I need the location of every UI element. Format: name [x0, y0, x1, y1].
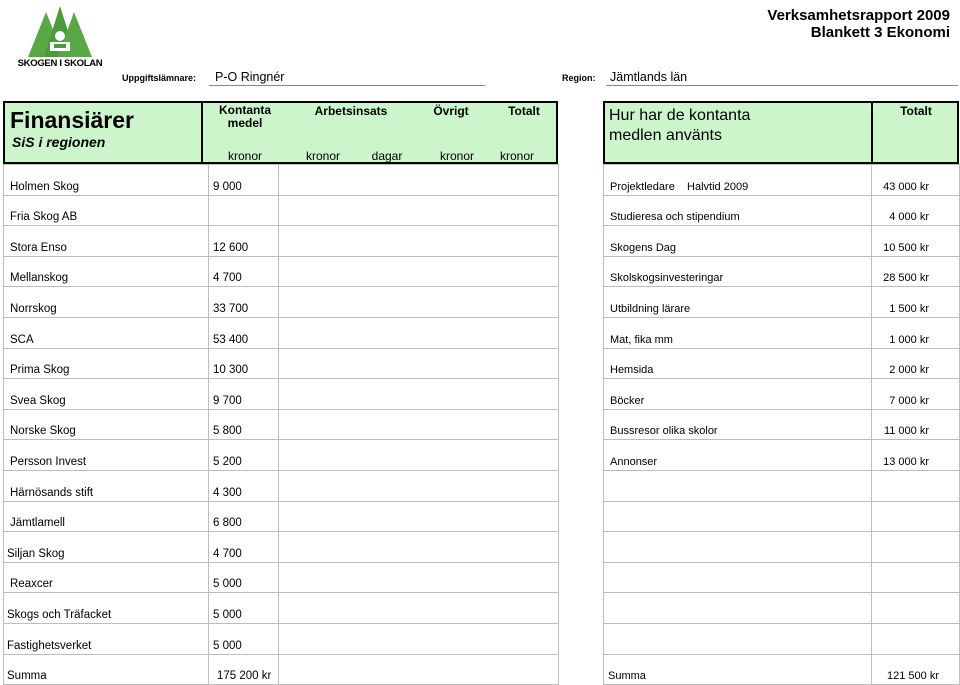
table-row	[4, 562, 559, 593]
financier-amount[interactable]	[209, 195, 279, 226]
financier-name: Fria Skog AB	[4, 195, 209, 226]
table-row	[604, 317, 960, 348]
usage-total[interactable]	[872, 501, 960, 532]
reporter-value: P-O Ringnér	[215, 70, 285, 84]
financier-name: SCA	[4, 317, 209, 348]
table-row	[4, 287, 559, 318]
report-title: Verksamhetsrapport 2009	[767, 7, 950, 24]
usage-total[interactable]: 43 000 kr	[872, 165, 960, 196]
region-field[interactable]	[606, 68, 958, 86]
table-row	[604, 256, 960, 287]
financier-amount[interactable]: 6 800	[209, 501, 279, 532]
table-row	[604, 409, 960, 440]
financier-amount[interactable]: 5 000	[209, 562, 279, 593]
usage-total[interactable]: 1 500 kr	[872, 287, 960, 318]
usage-item[interactable]	[604, 623, 872, 654]
usage-total[interactable]: 10 500 kr	[872, 226, 960, 257]
table-row	[4, 256, 559, 287]
usage-total[interactable]: 13 000 kr	[872, 440, 960, 471]
unit-dagar: dagar	[371, 149, 403, 163]
usage-item[interactable]: Hemsida	[604, 348, 872, 379]
financier-name: Stora Enso	[4, 226, 209, 257]
usage-total[interactable]: 1 000 kr	[872, 317, 960, 348]
usage-total[interactable]: 4 000 kr	[872, 195, 960, 226]
table-row	[604, 348, 960, 379]
report-subtitle: Blankett 3 Ekonomi	[810, 24, 950, 41]
table-row	[4, 623, 559, 654]
usage-total[interactable]	[872, 593, 960, 624]
usage-item[interactable]	[604, 593, 872, 624]
financier-amount[interactable]: 5 000	[209, 593, 279, 624]
usage-total[interactable]: 7 000 kr	[872, 379, 960, 410]
table-row	[4, 532, 559, 563]
usage-total[interactable]: 11 000 kr	[872, 409, 960, 440]
financier-amount[interactable]: 5 200	[209, 440, 279, 471]
table-row	[4, 470, 559, 501]
table-row	[604, 470, 960, 501]
financier-name: Norrskog	[4, 287, 209, 318]
table-row	[604, 593, 960, 624]
financier-amount[interactable]: 4 700	[209, 532, 279, 563]
financier-name: Skogs och Träfacket	[4, 593, 209, 624]
col-kontanta: Kontanta medel	[219, 103, 271, 130]
table-row	[4, 317, 559, 348]
usage-item[interactable]	[604, 470, 872, 501]
table-row	[4, 440, 559, 471]
financier-amount[interactable]: 12 600	[209, 226, 279, 257]
usage-item[interactable]	[604, 562, 872, 593]
financier-name: Jämtlamell	[4, 501, 209, 532]
table-row	[4, 195, 559, 226]
usage-item[interactable]: Studieresa och stipendium	[604, 195, 872, 226]
reporter-label: Uppgiftslämnare:	[122, 73, 197, 83]
sum-value: 175 200 kr	[209, 654, 279, 685]
table-row	[604, 501, 960, 532]
table-row	[4, 501, 559, 532]
financier-amount[interactable]: 5 800	[209, 409, 279, 440]
usage-item[interactable]: Skogens Dag	[604, 226, 872, 257]
financier-name: Prima Skog	[4, 348, 209, 379]
table-row	[604, 287, 960, 318]
usage-sum-value: 121 500 kr	[872, 654, 960, 685]
usage-total[interactable]	[872, 532, 960, 563]
col-arbetsinsats: Arbetsinsats	[314, 104, 388, 118]
financiers-title: Finansiärer	[10, 107, 134, 133]
usage-sum-label: Summa	[604, 654, 872, 685]
financier-name: Svea Skog	[4, 379, 209, 410]
unit-arbetsinsats: kronor	[305, 149, 340, 163]
unit-kontanta: kronor	[227, 149, 262, 163]
usage-total[interactable]	[872, 623, 960, 654]
financier-amount[interactable]: 4 300	[209, 470, 279, 501]
financiers-subtitle: SiS i regionen	[12, 134, 106, 150]
table-row	[4, 348, 559, 379]
report-title-block	[767, 7, 950, 41]
col-totalt: Totalt	[508, 104, 540, 118]
usage-total[interactable]: 2 000 kr	[872, 348, 960, 379]
table-row	[604, 562, 960, 593]
usage-item[interactable]: Utbildning lärare	[604, 287, 872, 318]
table-row	[604, 440, 960, 471]
table-row	[604, 165, 960, 196]
financier-amount[interactable]: 4 700	[209, 256, 279, 287]
financier-amount[interactable]: 9 700	[209, 379, 279, 410]
usage-col-totalt: Totalt	[900, 104, 932, 118]
logo-text: SKOGEN I SKOLAN	[17, 58, 103, 69]
usage-item[interactable]: Skolskogsinvesteringar	[604, 256, 872, 287]
table-row	[604, 226, 960, 257]
usage-item[interactable]: Böcker	[604, 379, 872, 410]
financier-name: Siljan Skog	[4, 532, 209, 563]
usage-total[interactable]	[872, 470, 960, 501]
usage-item[interactable]	[604, 501, 872, 532]
sum-row	[4, 654, 559, 685]
table-row	[604, 379, 960, 410]
usage-item[interactable]: Annonser	[604, 440, 872, 471]
table-row	[4, 593, 559, 624]
usage-item[interactable]: Projektledare Halvtid 2009	[604, 165, 872, 196]
financier-amount[interactable]: 5 000	[209, 623, 279, 654]
financiers-table	[3, 164, 559, 685]
financier-name: Mellanskog	[4, 256, 209, 287]
reporter-field[interactable]	[209, 68, 485, 86]
table-row	[604, 195, 960, 226]
financier-name: Persson Invest	[4, 440, 209, 471]
table-row	[4, 165, 559, 196]
financier-name: Norske Skog	[4, 409, 209, 440]
financier-amount[interactable]: 33 700	[209, 287, 279, 318]
table-row	[4, 409, 559, 440]
region-value: Jämtlands län	[610, 70, 688, 84]
financier-name: Härnösands stift	[4, 470, 209, 501]
usage-total[interactable]: 28 500 kr	[872, 256, 960, 287]
usage-item[interactable]	[604, 532, 872, 563]
financiers-header	[3, 101, 558, 164]
financier-name: Holmen Skog	[4, 165, 209, 196]
financier-name: Fastighetsverket	[4, 623, 209, 654]
col-ovrigt: Övrigt	[433, 104, 469, 118]
table-row	[4, 379, 559, 410]
financier-amount[interactable]: 9 000	[209, 165, 279, 196]
unit-ovrigt: kronor	[439, 149, 474, 163]
usage-title: Hur har de kontanta medlen använts	[609, 107, 751, 144]
financier-amount[interactable]: 10 300	[209, 348, 279, 379]
usage-total[interactable]	[872, 562, 960, 593]
financier-amount[interactable]: 53 400	[209, 317, 279, 348]
sum-row	[604, 654, 960, 685]
table-row	[4, 226, 559, 257]
financier-name: Reaxcer	[4, 562, 209, 593]
region-label: Region:	[562, 73, 596, 83]
usage-item[interactable]: Bussresor olika skolor	[604, 409, 872, 440]
usage-table	[603, 164, 960, 685]
sum-label: Summa	[4, 654, 209, 685]
table-row	[604, 623, 960, 654]
unit-totalt: kronor	[499, 149, 534, 163]
table-row	[604, 532, 960, 563]
usage-header	[603, 101, 959, 164]
usage-item[interactable]: Mat, fika mm	[604, 317, 872, 348]
